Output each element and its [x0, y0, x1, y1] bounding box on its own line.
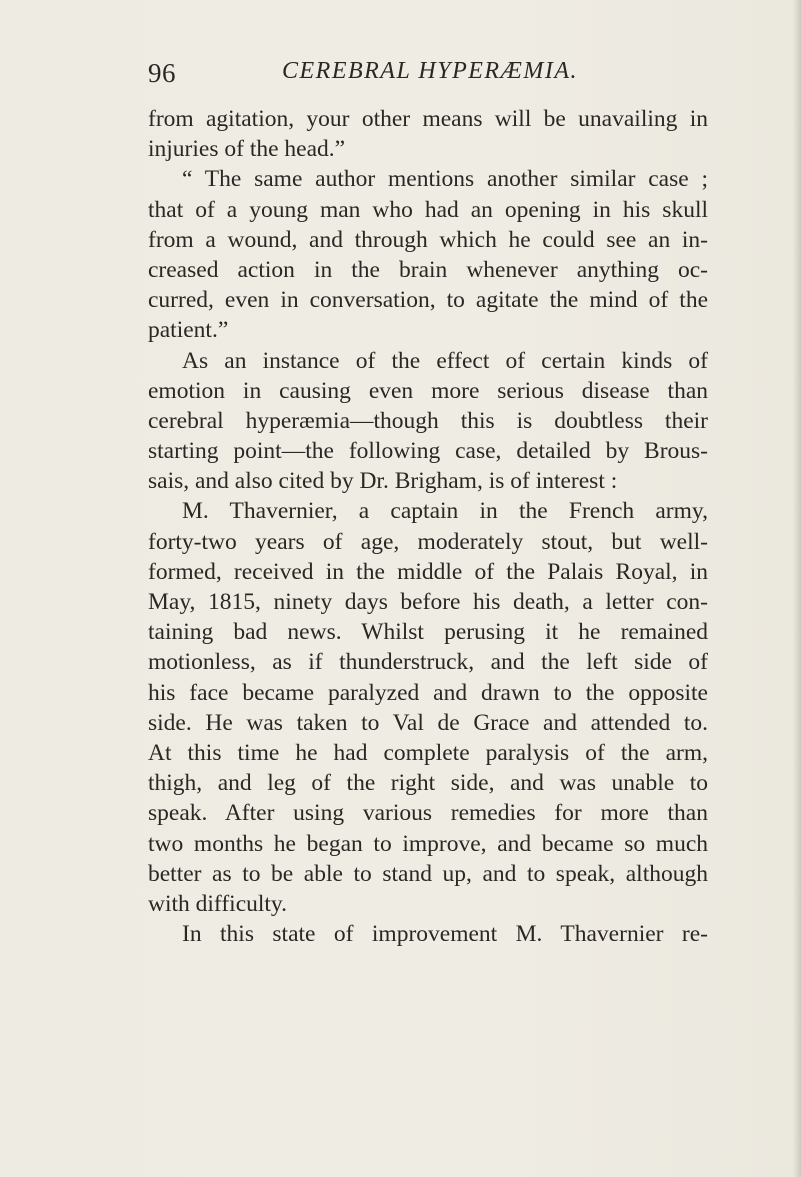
page-header: [148, 58, 708, 98]
text-line: “ The same author mentions another similar case ;: [182, 166, 708, 193]
text-line: May, 1815, ninety days before his death, a letter con-: [148, 589, 708, 615]
page-edge-shadow: [793, 0, 801, 1177]
text-line: better as to be able to stand up, and to speak, although: [148, 860, 708, 887]
text-line: formed, received in the middle of the Palais Royal, in: [148, 558, 708, 585]
text-line: At this time he had complete paralysis of the arm,: [148, 739, 708, 766]
text-line: thigh, and leg of the right side, and was unable to: [148, 770, 708, 797]
text-line: curred, even in conversation, to agitate the mind of the: [148, 287, 708, 314]
text-line: with difficulty.: [148, 890, 288, 917]
text-line: from agitation, your other means will be unavailing in: [148, 106, 708, 132]
text-line: emotion in causing even more serious disease than: [148, 377, 708, 404]
running-head: CEREBRAL HYPERÆMIA.: [282, 58, 579, 84]
text-line: creased action in the brain whenever anything oc-: [148, 256, 708, 283]
text-line: speak. After using various remedies for more than: [148, 800, 708, 827]
text-line: cerebral hyperæmia—though this is doubtless their: [148, 407, 708, 434]
text-line: In this state of improvement M. Thavernier re-: [182, 921, 708, 948]
text-line: taining bad news. Whilst perusing it he remained: [148, 619, 708, 646]
body-text: [148, 104, 708, 949]
text-line: sais, and also cited by Dr. Brigham, is of interest :: [148, 468, 618, 495]
text-line: M. Thavernier, a captain in the French army,: [182, 498, 708, 525]
text-line: from a wound, and through which he could see an in-: [148, 226, 708, 253]
text-line: starting point—the following case, detailed by Brous-: [148, 438, 708, 465]
text-line: two months he began to improve, and became so much: [148, 830, 708, 857]
page-number: 96: [148, 58, 176, 88]
text-line: forty-two years of age, moderately stout, but well-: [148, 528, 708, 555]
text-line: As an instance of the effect of certain kinds of: [182, 347, 708, 374]
text-line: injuries of the head.”: [148, 136, 346, 163]
text-line: that of a young man who had an opening in his skull: [148, 196, 708, 223]
text-line: motionless, as if thunderstruck, and the left side of: [148, 649, 708, 676]
text-line: patient.”: [148, 317, 229, 344]
text-line: side. He was taken to Val de Grace and attended to.: [148, 709, 708, 736]
text-line: his face became paralyzed and drawn to the opposite: [148, 679, 708, 706]
